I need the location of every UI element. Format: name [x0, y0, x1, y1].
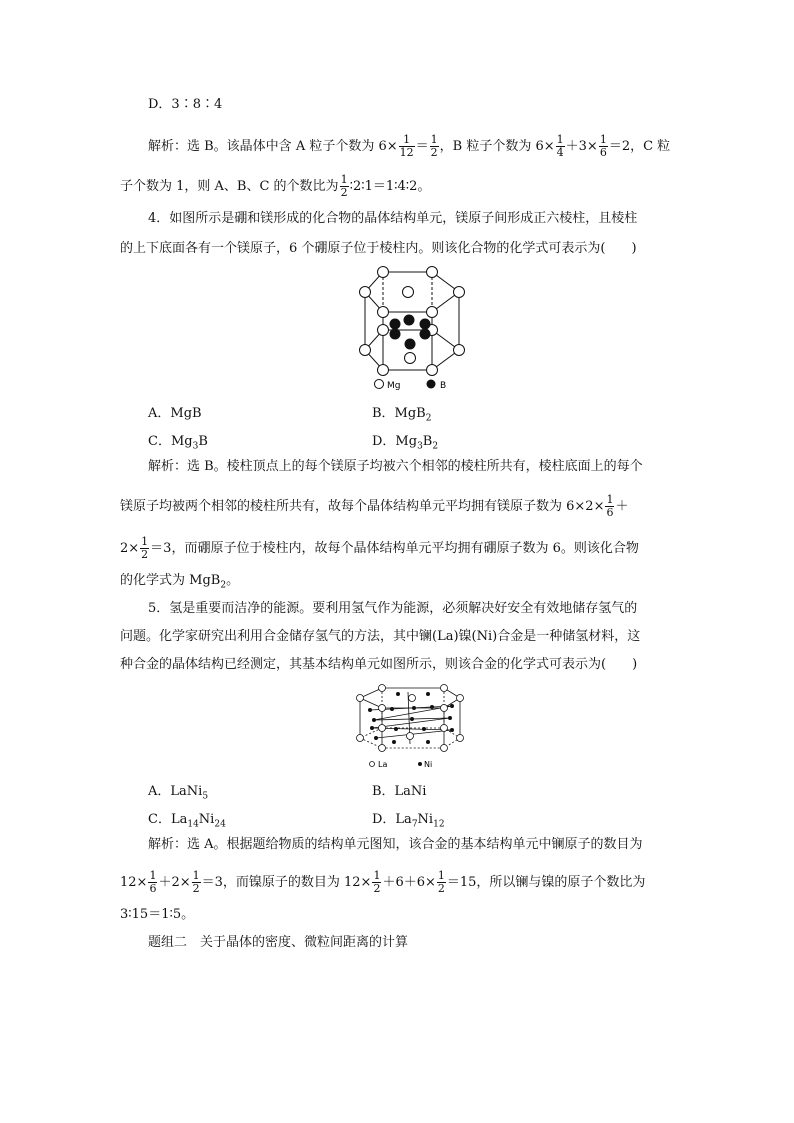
- fraction: $\frac{1}{2}$: [437, 869, 445, 895]
- lani5-crystal-figure: [352, 684, 477, 774]
- q5-stem-line1: 5．氢是重要而洁净的能源。要利用氢气作为能源，必须解决好安全有效地储存氢气的: [148, 601, 638, 616]
- q4-solution-line3: 2× $\frac{1}{2}$ ＝3，而硼原子位于棱柱内，故每个晶体结构单元平均拥有硼原子数为 6。则该化合物: [120, 535, 639, 561]
- section-heading: 题组二 关于晶体的密度、微粒间距离的计算: [148, 935, 409, 950]
- q4-option-a: A．MgB: [148, 406, 202, 421]
- q4-option-c: C．$Mg_3B$: [148, 434, 208, 452]
- text: 解析：选 B。该晶体中含 A 粒子个数为 6×: [148, 139, 398, 154]
- q4-stem-line2: 的上下底面各有一个镁原子，6 个硼原子位于棱柱内。则该化合物的化学式可表示为( ): [120, 241, 637, 256]
- ni-legend-marker: [418, 762, 422, 766]
- fraction: $\frac{1}{2}$: [192, 869, 200, 895]
- la-legend-marker: [370, 762, 375, 767]
- fraction: $\frac{1}{2}$: [340, 173, 348, 199]
- q5-stem-line3: 种合金的晶体结构已经测定，其基本结构单元如图所示，则该合金的化学式可表示为( ): [120, 657, 638, 672]
- ni-legend-label: Ni: [424, 760, 433, 769]
- fraction: $\frac{1}{2}$: [373, 869, 381, 895]
- q5-solution-line2: 12× $\frac{1}{6}$ ＋2× $\frac{1}{2}$ ＝3，而镍原子的数目为 12× $\frac{1}{2}$ ＋6＋6× $\frac{1}{2}$ ＝15，所以镧与镍的原子个数比为: [120, 869, 646, 895]
- q4-solution-line1: 解析：选 B。棱柱顶点上的每个镁原子均被六个相邻的棱柱所共有，棱柱底面上的每个: [148, 459, 643, 474]
- q5-option-b: B．LaNi: [372, 784, 427, 799]
- fraction: $\frac{1}{2}$: [141, 535, 149, 561]
- q3-solution-line2: 子个数为 1，则 A、B、C 的个数比为 $\frac{1}{2}$ ∶2∶1＝1∶4∶2。: [120, 173, 431, 199]
- fraction: $\frac{1}{4}$: [556, 133, 564, 159]
- fraction: $\frac{1}{6}$: [606, 493, 614, 519]
- q4-solution-line2: 镁原子均被两个相邻的棱柱所共有，故每个晶体结构单元平均拥有镁原子数为 6×2× $\frac{1}{6}$ ＋: [120, 493, 629, 519]
- q5-stem-line2: 问题。化学家研究出利用合金储存氢气的方法，其中镧(La)镍(Ni)合金是一种储氢材料，这: [120, 629, 641, 644]
- q4-option-d: D．$Mg_3B_2$: [372, 434, 439, 452]
- fraction: $\frac{1}{12}$: [399, 133, 414, 159]
- q4-stem-line1: 4．如图所示是硼和镁形成的化合物的晶体结构单元，镁原子间形成正六棱柱，且棱柱: [148, 211, 638, 226]
- mg-legend-label: Mg: [387, 381, 401, 391]
- la-legend-label: La: [378, 760, 388, 769]
- q3-solution-line1: 解析：选 B。该晶体中含 A 粒子个数为 6× $\frac{1}{12}$ ＝ $\frac{1}{2}$ ，B 粒子个数为 6× $\frac{1}{4}$ ＋3× $\frac{1}{6}$ ＝2，C 粒: [148, 133, 671, 159]
- q5-option-a: A．LaNi$_5$: [148, 784, 209, 802]
- q3-option-d: D．3∶8∶4: [148, 97, 223, 112]
- mg-legend-marker: [375, 380, 384, 389]
- b-legend-label: B: [440, 381, 447, 391]
- q5-solution-line3: 3∶15＝1∶5。: [120, 907, 195, 922]
- q5-option-c: C．$La_{14}Ni_{24}$: [148, 812, 226, 830]
- fraction: $\frac{1}{6}$: [149, 869, 157, 895]
- fraction: $\frac{1}{2}$: [430, 133, 438, 159]
- b-legend-marker: [427, 380, 436, 389]
- mgb2-crystal-figure: [355, 262, 475, 392]
- q5-solution-line1: 解析：选 A。根据题给物质的结构单元图知，该合金的基本结构单元中镧原子的数目为: [148, 837, 643, 852]
- q4-option-b: B．MgB$_2$: [372, 406, 432, 424]
- q5-option-d: D．$La_7Ni_{12}$: [372, 812, 445, 830]
- q4-solution-line4: 的化学式为 MgB$_2$。: [120, 573, 240, 591]
- fraction: $\frac{1}{6}$: [599, 133, 607, 159]
